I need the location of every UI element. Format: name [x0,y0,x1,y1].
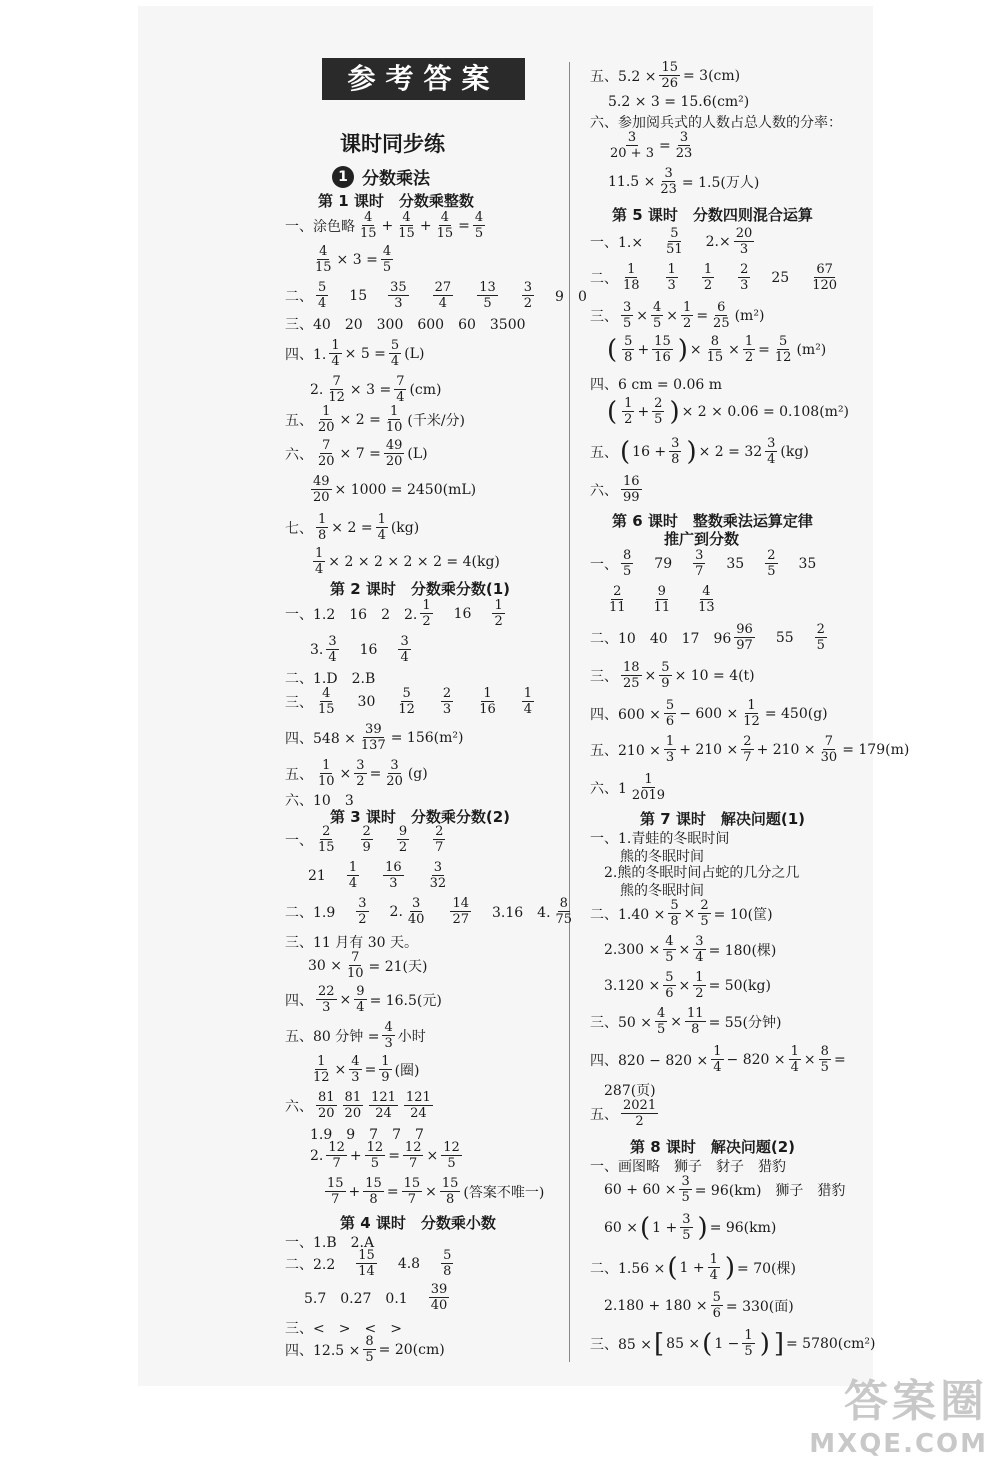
answer-line: 二、1.40 × $\frac{5}{8}$ × $\frac{2}{5}$ = 10(筐) [590,898,773,929]
answer-line: 三、50 × $\frac{4}{5}$ × $\frac{11}{8}$ = 55(分钟) [590,1006,782,1037]
answer-line: 287(页) [604,1083,656,1099]
answer-line: 一、1.2 16 2 2. $\frac{1}{2}$ 16 $\frac{1}{2}$ [285,598,503,629]
answer-line: 3. $\frac{3}{4}$ 16 $\frac{3}{4}$ [310,634,409,665]
answer-line: 五、 ( 16 + $\frac{3}{8}$ ) × 2 = 32 $\frac{3}{4}$ (kg) [590,436,809,467]
section-subtitle: 课时同步练 [340,132,445,156]
answer-line: 五、5.2 × $\frac{15}{26}$ = 3(cm) [590,60,741,91]
answer-line: 一、 $\frac{8}{5}$ 79 $\frac{3}{7}$ 35 $\frac{2}{5}$ 35 [590,548,817,579]
lesson-heading: 第 2 课时 分数乘分数(1) [330,580,511,598]
lesson-heading: 第 4 课时 分数乘小数 [340,1214,496,1232]
answer-line: $\frac{3}{20 + 3}$ = $\frac{3}{23}$ [610,130,693,161]
answer-line: 2.熊的冬眠时间占蛇的几分之几 [604,865,800,881]
answer-line: 六、参加阅兵式的人数占总人数的分率： [590,115,842,131]
answer-line: 四、12.5 × $\frac{8}{5}$ = 20(cm) [285,1334,445,1365]
answer-line: 三、85 × [ 85 × ( 1 − $\frac{1}{5}$ ) ] = 5780(cm²) [590,1328,876,1359]
answer-line: 11.5 × $\frac{3}{23}$ = 1.5(万人) [608,166,760,197]
answer-line: 四、 $\frac{22}{3}$ × $\frac{9}{4}$ = 16.5(元) [285,984,442,1015]
answer-line: $\frac{15}{7}$ + $\frac{15}{8}$ = $\frac{15}{7}$ × $\frac{15}{8}$ (答案不唯一) [327,1176,545,1207]
answer-line: 五、80 分钟 = $\frac{4}{3}$ 小时 [285,1020,426,1051]
answer-line: ( $\frac{5}{8}$ + $\frac{15}{16}$ ) × $\frac{8}{15}$ × $\frac{1}{2}$ = $\frac{5}{12}$ (m²) [607,334,827,365]
answer-line: 一、画图略 狮子 豺子 猎豹 [590,1159,786,1175]
answer-line: 30 × $\frac{7}{10}$ = 21(天) [308,950,428,981]
answer-line: $\frac{49}{20}$ × 1000 = 2450(mL) [313,474,477,505]
answer-line: 四、820 − 820 × $\frac{1}{4}$ − 820 × $\frac{1}{4}$ × $\frac{8}{5}$ = [590,1044,846,1075]
answer-line: 三、< > < > [285,1321,402,1337]
unit-number: 1 [332,166,354,188]
answer-line: $\frac{2}{11}$ $\frac{9}{11}$ $\frac{4}{13}$ [609,584,715,615]
watermark [809,1365,988,1459]
answer-line: 四、1. $\frac{1}{4}$ × 5 = $\frac{5}{4}$ (L) [285,338,425,369]
answer-line: 一、 $\frac{2}{15}$ $\frac{2}{9}$ $\frac{9}{2}$ $\frac{2}{7}$ [285,824,444,855]
lesson-heading: 推广到分数 [664,530,740,548]
column-divider [569,62,570,1362]
lesson-heading: 第 6 课时 整数乘法运算定律 [612,512,813,530]
lesson-heading: 第 7 课时 解决问题(1) [640,810,806,828]
answer-line: 一、1.× $\frac{5}{51}$ 2.× $\frac{20}{3}$ [590,226,753,257]
answer-line: 六、 $\frac{81}{20}$ $\frac{81}{20}$ $\frac{121}{24}$ $\frac{121}{24}$ [285,1090,431,1121]
answer-line: 一、涂色略 $\frac{4}{15}$ + $\frac{4}{15}$ + $\frac{4}{15}$ = $\frac{4}{5}$ [285,210,484,241]
unit-title: 分数乘法 [362,169,430,189]
answer-line: 三、40 20 300 600 60 3500 [285,317,526,333]
answer-line: 七、 $\frac{1}{8}$ × 2 = $\frac{1}{4}$ (kg) [285,512,420,543]
lesson-heading: 第 8 课时 解决问题(2) [630,1138,796,1156]
answer-line: $\frac{1}{4}$ × 2 × 2 × 2 × 2 = 4(kg) [315,546,500,577]
answer-line: 60 + 60 × $\frac{3}{5}$ = 96(km) 狮子 猎豹 [604,1174,846,1205]
answer-line: 二、10 40 17 96 $\frac{96}{97}$ 55 $\frac{2}{5}$ [590,622,825,653]
answer-line: 一、1.B 2.A [285,1235,375,1251]
lesson-heading: 第 3 课时 分数乘分数(2) [330,808,511,826]
answer-line: 二、1.9 $\frac{3}{2}$ 2. $\frac{3}{40}$ $\frac{14}{27}$ 3.16 4. $\frac{8}{75}$ [285,896,573,927]
answer-line: 1.9 9 7 7 7 [310,1127,424,1143]
lesson-heading: 第 1 课时 分数乘整数 [318,192,474,210]
answer-line: 2. $\frac{7}{12}$ × 3 = $\frac{7}{4}$ (cm) [310,374,442,405]
answer-line: 2.300 × $\frac{4}{5}$ × $\frac{3}{4}$ = 180(棵) [604,934,777,965]
lesson-heading: 第 5 课时 分数四则混合运算 [612,206,813,224]
answer-line: 四、548 × $\frac{39}{137}$ = 156(m²) [285,722,464,753]
answer-line: 六、1 $\frac{1}{2019}$ [590,772,666,803]
answer-line: 三、11 月有 30 天。 [285,935,418,951]
answer-line: 三、 $\frac{18}{25}$ × $\frac{5}{9}$ × 10 = 4(t) [590,660,755,691]
answer-line: 60 × ( 1 + $\frac{3}{5}$ ) = 96(km) [604,1212,777,1243]
answer-line: 五、 $\frac{1}{10}$ × $\frac{3}{2}$ = $\frac{3}{20}$ (g) [285,758,428,789]
answer-line: 21 $\frac{1}{4}$ $\frac{16}{3}$ $\frac{3}{32}$ [308,860,447,891]
answer-line: $\frac{1}{12}$ × $\frac{4}{3}$ = $\frac{1}{9}$ (圈) [313,1054,420,1085]
answer-line: 四、6 cm = 0.06 m [590,377,723,393]
answer-line: 三、 $\frac{4}{15}$ 30 $\frac{5}{12}$ $\frac{2}{3}$ $\frac{1}{16}$ $\frac{1}{4}$ [285,686,533,717]
watermark-logo: 答案圈 [844,1376,988,1427]
answer-line: 二、2.2 $\frac{15}{14}$ 4.8 $\frac{5}{8}$ [285,1248,452,1279]
answer-line: 5.2 × 3 = 15.6(cm²) [608,94,750,110]
watermark-url: MXQE.COM [809,1429,988,1459]
answer-line: 熊的冬眠时间 [620,883,704,899]
answer-line: 2. $\frac{12}{7}$ + $\frac{12}{5}$ = $\frac{12}{7}$ × $\frac{12}{5}$ [310,1140,460,1171]
answer-line: 2.180 + 180 × $\frac{5}{6}$ = 330(面) [604,1290,794,1321]
answer-line: 3.120 × $\frac{5}{6}$ × $\frac{1}{2}$ = 50(kg) [604,970,771,1001]
answer-line: 二、 $\frac{1}{18}$ $\frac{1}{3}$ $\frac{1}{2}$ $\frac{2}{3}$ 25 $\frac{67}{120}$ [590,262,838,293]
answer-line: 三、 $\frac{3}{5}$ × $\frac{4}{5}$ × $\frac{1}{2}$ = $\frac{6}{25}$ (m²) [590,300,765,331]
answer-line: 六、10 3 [285,793,354,809]
answer-line: 五、 $\frac{1}{20}$ × 2 = $\frac{1}{10}$ (千米/分) [285,404,466,435]
answer-line: 熊的冬眠时间 [620,849,704,865]
answer-line: 二、 $\frac{5}{4}$ 15 $\frac{35}{3}$ $\frac{27}{4}$ $\frac{13}{5}$ $\frac{3}{2}$ 9 0 [285,280,587,311]
answer-line: 六、 $\frac{16}{99}$ [590,474,640,505]
unit-heading [332,164,430,189]
answer-line: 五、210 × $\frac{1}{3}$ + 210 × $\frac{2}{7}$ + 210 × $\frac{7}{30}$ = 179(m) [590,734,910,765]
answer-line: $\frac{4}{15}$ × 3 = $\frac{4}{5}$ [315,244,392,275]
answer-line: 5.7 0.27 0.1 $\frac{39}{40}$ [304,1282,448,1313]
answer-line: 二、1.D 2.B [285,671,376,687]
answer-line: 一、1.青蛙的冬眠时间 [590,831,730,847]
answer-line: 二、1.56 × ( 1 + $\frac{1}{4}$ ) = 70(棵) [590,1252,796,1283]
answer-line: 六、 $\frac{7}{20}$ × 7 = $\frac{49}{20}$ (L) [285,438,428,469]
answer-line: 四、600 × $\frac{5}{6}$ − 600 × $\frac{1}{12}$ = 450(g) [590,698,828,729]
answer-line: ( $\frac{1}{2}$ + $\frac{2}{5}$ ) × 2 × 0.06 = 0.108(m²) [607,396,850,427]
answer-banner: 参考答案 [322,58,525,100]
answer-line: 五、 $\frac{2021}{2}$ [590,1098,657,1129]
